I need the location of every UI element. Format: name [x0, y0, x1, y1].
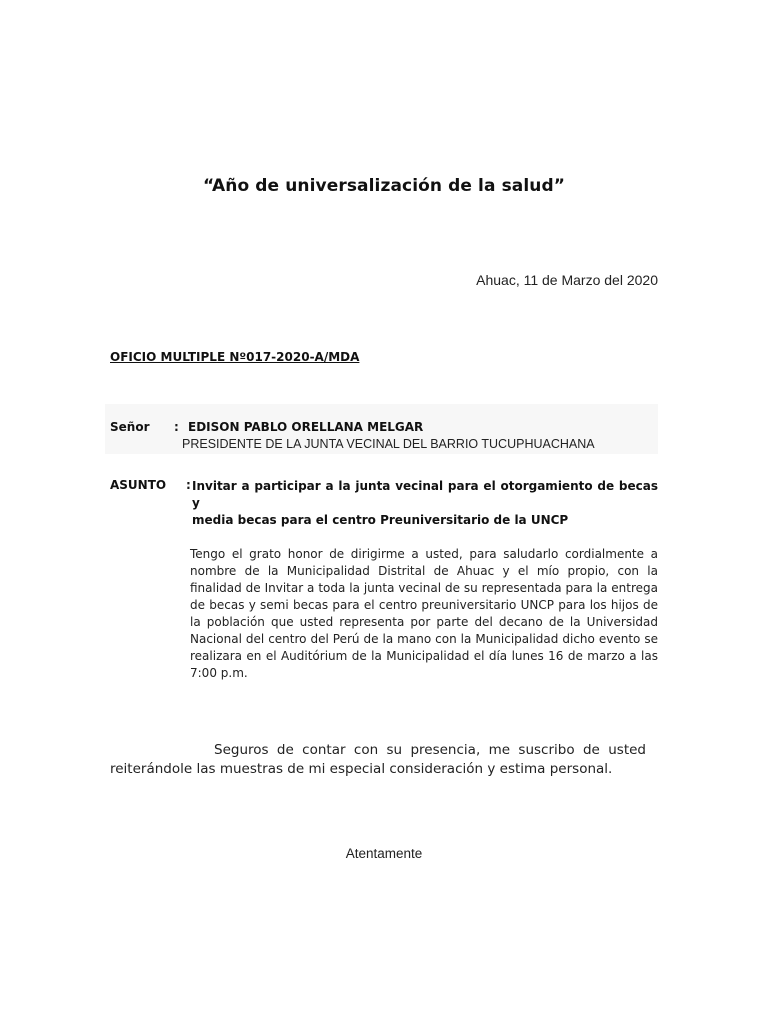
recipient-colon: : [174, 420, 179, 434]
place-date-line: Ahuac, 11 de Marzo del 2020 [476, 272, 658, 288]
closing-paragraph: Seguros de contar con su presencia, me suscribo de usted reiterándole las muestras de mi especial consideración y estima personal. [110, 742, 646, 777]
subject-label: ASUNTO [110, 478, 167, 492]
oficio-reference: OFICIO MULTIPLE Nº017-2020-A/MDA [110, 350, 360, 364]
signoff: Atentamente [345, 846, 423, 861]
body-paragraph: Tengo el grato honor de dirigirme a usted, para saludarlo cordialmente a nombre de la Municipalidad Distrital de Ahuac y el mío propio, con la finalidad de Invitar a toda la junta vecinal de su representada para la entrega de becas y semi becas para el centro preuniversitario UNCP para los hijos de la población que usted representa por parte del decano de la Universidad Nacional del centro del Perú de la mano con la Municipalidad dicho evento se realizara en el Auditórium de la Municipalidad el día lunes 16 de marzo a las 7:00 p.m. [190, 547, 658, 680]
recipient-name: EDISON PABLO ORELLANA MELGAR [188, 420, 424, 434]
year-motto-heading: “Año de universalización de la salud” [202, 176, 566, 196]
subject-line-2: media becas para el centro Preuniversitario de la UNCP [192, 513, 569, 527]
subject-line-1: Invitar a participar a la junta vecinal para el otorgamiento de becas y [192, 479, 658, 510]
recipient-title: PRESIDENTE DE LA JUNTA VECINAL DEL BARRIO TUCUPHUACHANA [182, 437, 595, 451]
recipient-label: Señor [110, 420, 150, 434]
subject-colon: : [186, 478, 191, 492]
subject-text [192, 478, 658, 529]
